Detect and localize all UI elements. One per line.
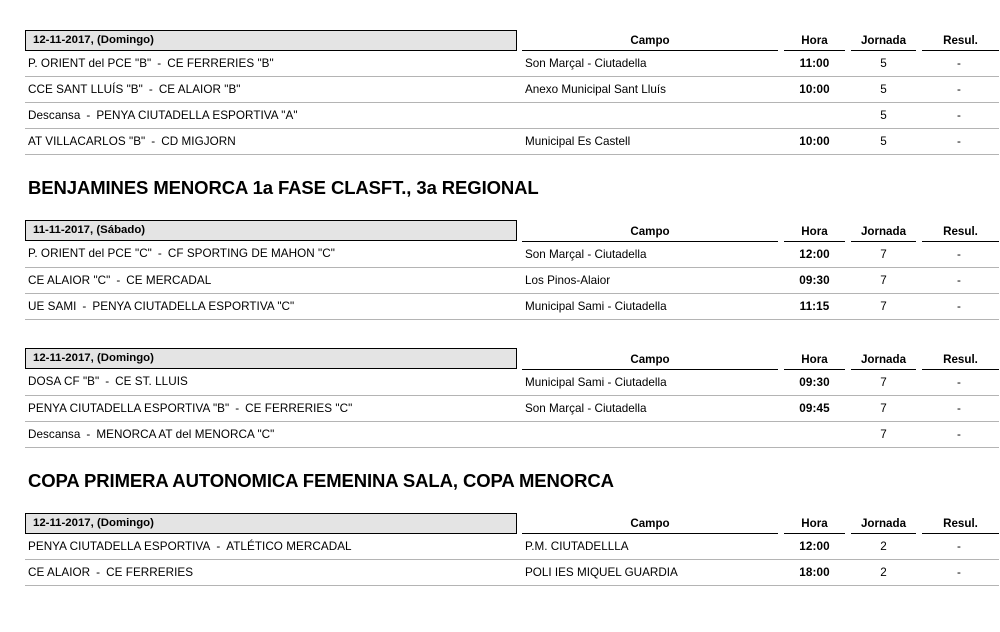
table-header-row [25,345,999,370]
jornada-cell: 7 [848,369,919,395]
table-row [25,103,999,129]
column-header-hora: Hora [781,509,848,534]
section-copa-femenina [0,469,1000,587]
resul-cell: - [919,534,999,560]
table-row [25,534,999,560]
table-header-row [25,509,999,534]
column-header-resul: Resul. [919,217,999,242]
hora-cell [781,421,848,447]
table-header-row [25,217,999,242]
home-team: Descansa [28,109,81,122]
campo-cell [522,103,781,129]
table-row [25,241,999,267]
table-row [25,293,999,319]
match-cell [25,51,522,77]
away-team: MENORCA AT del MENORCA "C" [96,427,275,441]
versus-separator: - [96,566,101,579]
versus-separator: - [216,539,221,553]
match-cell [25,77,522,103]
versus-separator: - [148,83,153,96]
jornada-cell: 7 [848,241,919,267]
column-header-resul: Resul. [919,26,999,51]
column-header-jornada: Jornada [848,345,919,370]
resul-cell: - [919,369,999,395]
column-header-jornada: Jornada [848,217,919,242]
table-row [25,560,999,586]
home-team: Descansa [28,427,81,441]
hora-cell: 12:00 [781,241,848,267]
column-header-hora: Hora [781,26,848,51]
match-date-label: 12-11-2017, (Domingo) [25,348,517,369]
column-header-jornada: Jornada [848,509,919,534]
resul-cell: - [919,560,999,586]
hora-cell: 09:45 [781,395,848,421]
column-header-campo: Campo [522,509,781,534]
jornada-cell: 5 [848,51,919,77]
resul-cell: - [919,129,999,155]
campo-cell: Municipal Sami - Ciutadella [522,369,781,395]
versus-separator: - [151,135,156,148]
hora-cell: 11:00 [781,51,848,77]
hora-cell: 09:30 [781,267,848,293]
resul-cell: - [919,241,999,267]
hora-cell: 10:00 [781,129,848,155]
campo-cell [522,421,781,447]
section-spacer [0,448,1000,472]
table-row [25,77,999,103]
hora-cell: 10:00 [781,77,848,103]
campo-cell: Municipal Sami - Ciutadella [522,293,781,319]
hora-cell: 11:15 [781,293,848,319]
resul-cell: - [919,293,999,319]
table-row [25,369,999,395]
resul-cell: - [919,267,999,293]
table-spacer [0,320,1000,345]
jornada-cell: 7 [848,267,919,293]
away-team: CE MERCADAL [126,273,212,287]
table-row [25,267,999,293]
campo-cell: Los Pinos-Alaior [522,267,781,293]
jornada-cell: 5 [848,129,919,155]
column-header-hora: Hora [781,217,848,242]
section-heading: COPA PRIMERA AUTONOMICA FEMENINA SALA, COPA MENORCA [28,469,614,491]
campo-cell: Son Marçal - Ciutadella [522,395,781,421]
home-team: CE ALAIOR "C" [28,273,111,287]
versus-separator: - [86,427,91,441]
table-row [25,421,999,447]
column-header-resul: Resul. [919,509,999,534]
away-team: CE ALAIOR "B" [158,83,241,96]
home-team: CCE SANT LLUÍS "B" [28,83,143,96]
home-team: CE ALAIOR [28,566,91,579]
away-team: CE FERRERIES [106,566,194,579]
versus-separator: - [116,273,121,287]
jornada-cell: 7 [848,395,919,421]
column-header-campo: Campo [522,217,781,242]
match-date-label: 12-11-2017, (Domingo) [25,513,517,534]
match-cell [25,103,522,129]
campo-cell: Anexo Municipal Sant Lluís [522,77,781,103]
campo-cell: POLI IES MIQUEL GUARDIA [522,560,781,586]
table-row [25,51,999,77]
match-cell [25,241,522,267]
jornada-cell: 5 [848,103,919,129]
jornada-cell: 7 [848,293,919,319]
resul-cell: - [919,103,999,129]
home-team: P. ORIENT del PCE "C" [28,247,152,261]
away-team: CF SPORTING DE MAHON "C" [167,247,335,261]
jornada-cell: 2 [848,560,919,586]
home-team: P. ORIENT del PCE "B" [28,56,152,70]
away-team: PENYA CIUTADELLA ESPORTIVA "C" [92,299,295,313]
home-team: PENYA CIUTADELLA ESPORTIVA "B" [28,401,230,415]
match-cell [25,129,522,155]
home-team: PENYA CIUTADELLA ESPORTIVA [28,539,211,553]
away-team: CE ST. LLUIS [115,375,188,389]
jornada-cell: 7 [848,421,919,447]
resul-cell: - [919,395,999,421]
away-team: CE FERRERIES "C" [245,401,353,415]
table-row [25,129,999,155]
match-cell [25,293,522,319]
match-cell [25,395,522,421]
column-header-jornada: Jornada [848,26,919,51]
section-spacer [0,155,1000,179]
match-date-label: 12-11-2017, (Domingo) [25,30,517,51]
match-date-label: 11-11-2017, (Sábado) [25,220,517,241]
versus-separator: - [86,109,91,122]
match-cell [25,560,522,586]
table-header-row [25,26,999,51]
hora-cell: 12:00 [781,534,848,560]
home-team: DOSA CF "B" [28,375,100,389]
match-cell [25,534,522,560]
jornada-cell: 2 [848,534,919,560]
home-team: AT VILLACARLOS "B" [28,135,146,148]
date-header-cell [25,345,522,370]
versus-separator: - [105,375,110,389]
jornada-cell: 5 [848,77,919,103]
heading-spacer [0,198,1000,217]
sections-container [0,26,1000,586]
versus-separator: - [82,299,87,313]
table-row [25,395,999,421]
heading-spacer [0,490,1000,509]
column-header-campo: Campo [522,345,781,370]
schedule-table [25,26,999,155]
column-header-campo: Campo [522,26,781,51]
hora-cell [781,103,848,129]
match-cell [25,369,522,395]
versus-separator: - [235,401,240,415]
schedule-table [25,509,999,586]
campo-cell: Son Marçal - Ciutadella [522,51,781,77]
column-header-hora: Hora [781,345,848,370]
hora-cell: 09:30 [781,369,848,395]
away-team: CD MIGJORN [161,135,236,148]
date-header-cell [25,217,522,242]
top-spacer [0,0,1000,26]
versus-separator: - [157,247,162,261]
versus-separator: - [157,56,162,70]
resul-cell: - [919,77,999,103]
away-team: ATLÉTICO MERCADAL [226,539,352,553]
schedule-table [25,345,999,448]
column-header-resul: Resul. [919,345,999,370]
campo-cell: Municipal Es Castell [522,129,781,155]
home-team: UE SAMI [28,299,77,313]
away-team: PENYA CIUTADELLA ESPORTIVA "A" [96,109,298,122]
schedule-table [25,217,999,320]
section-heading: BENJAMINES MENORCA 1a FASE CLASFT., 3a REGIONAL [28,177,539,198]
date-header-cell [25,509,522,534]
section-benjamines [0,179,1000,472]
away-team: CE FERRERIES "B" [167,56,274,70]
campo-cell: P.M. CIUTADELLLA [522,534,781,560]
resul-cell: - [919,421,999,447]
section-top-partial [0,26,1000,179]
date-header-cell [25,26,522,51]
hora-cell: 18:00 [781,560,848,586]
match-cell [25,267,522,293]
campo-cell: Son Marçal - Ciutadella [522,241,781,267]
match-cell [25,421,522,447]
resul-cell: - [919,51,999,77]
